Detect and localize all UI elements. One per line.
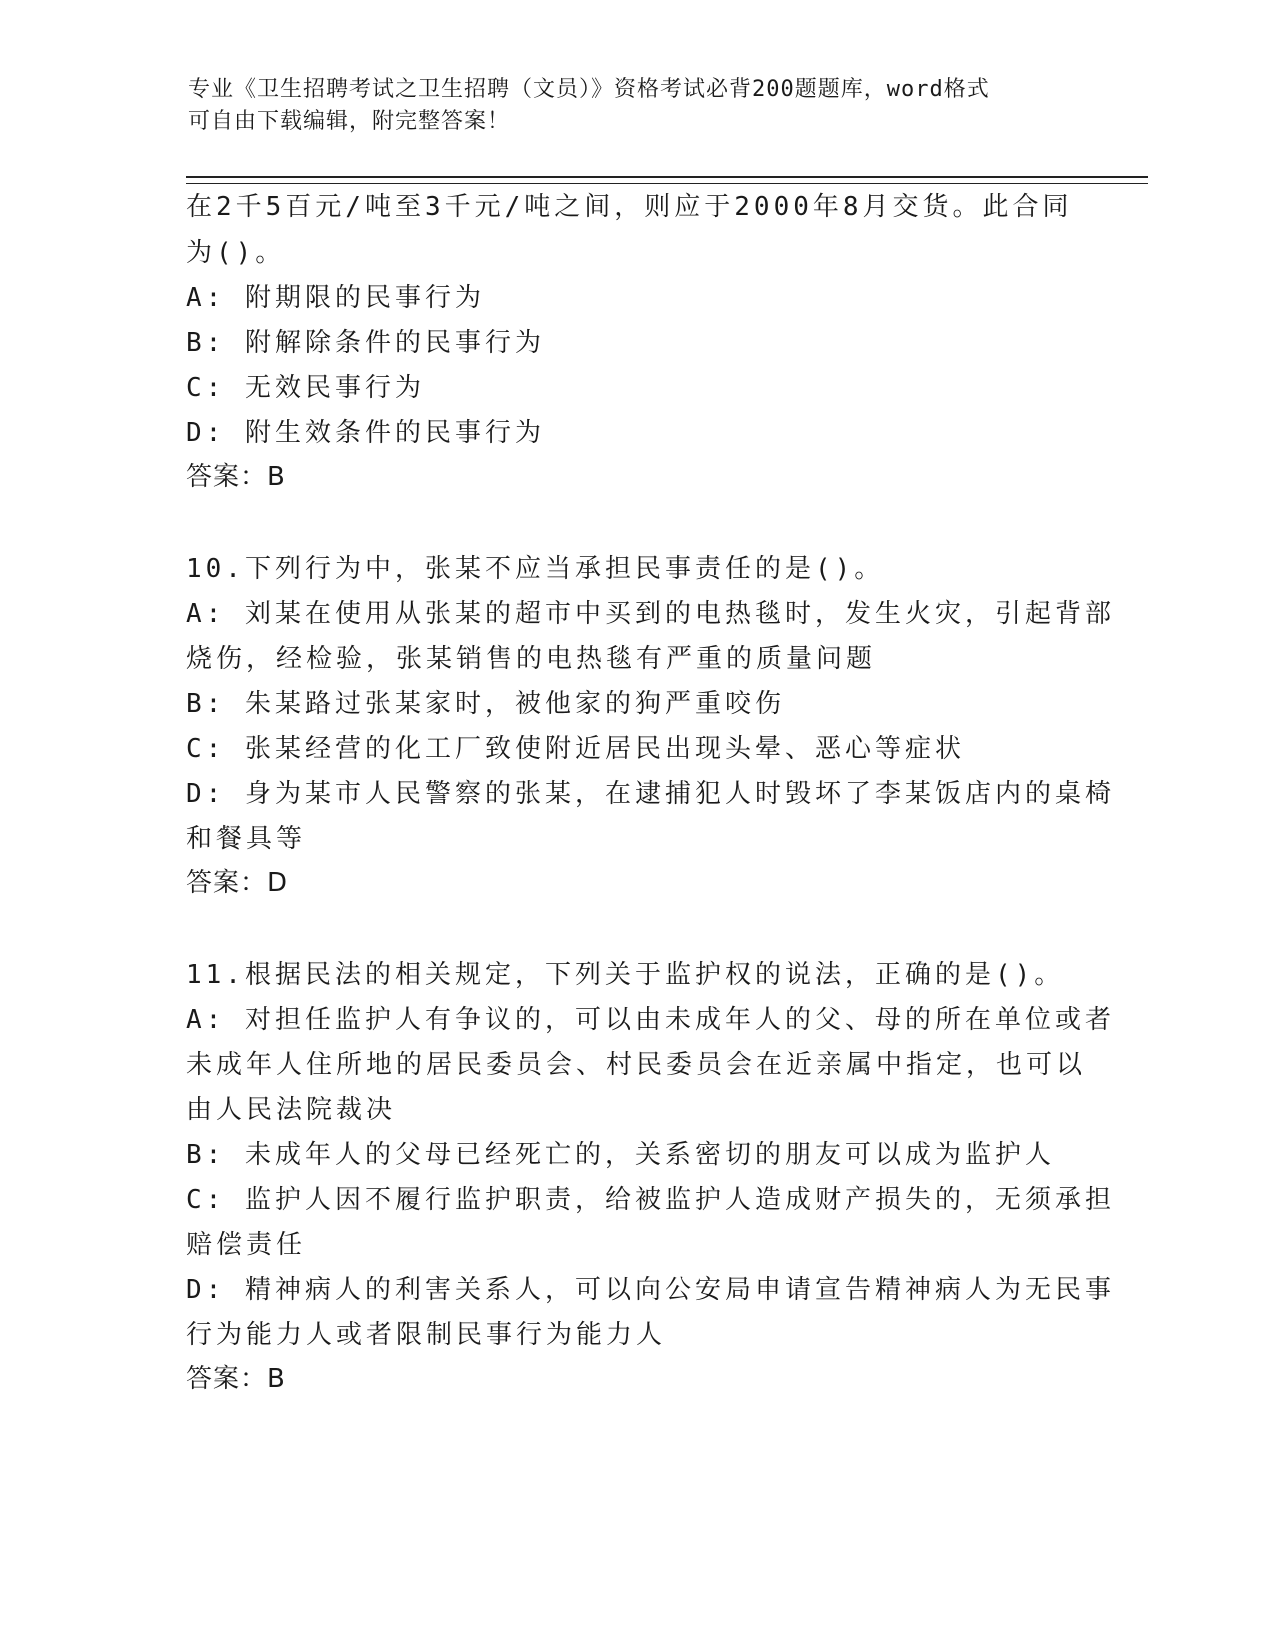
q11-option-b: B: 未成年人的父母已经死亡的，关系密切的朋友可以成为监护人 xyxy=(186,1140,1055,1170)
header-line-2: 可自由下载编辑，附完整答案！ xyxy=(188,109,511,134)
q9-answer: 答案：B xyxy=(186,462,286,492)
q10-answer: 答案：D xyxy=(186,868,289,898)
q10-option-d-line-1: D: 身为某市人民警察的张某，在逮捕犯人时毁坏了李某饭店内的桌椅 xyxy=(186,779,1115,809)
q9-option-d: D: 附生效条件的民事行为 xyxy=(186,418,545,448)
q10-stem: 10.下列行为中，张某不应当承担民事责任的是()。 xyxy=(186,554,885,584)
q11-option-c-line-1: C: 监护人因不履行监护职责，给被监护人造成财产损失的，无须承担 xyxy=(186,1185,1115,1215)
header-line-1: 专业《卫生招聘考试之卫生招聘（文员）》资格考试必背200题题库，word格式 xyxy=(188,77,990,102)
q10-option-d-line-2: 和餐具等 xyxy=(186,824,307,854)
q11-option-a-line-1: A: 对担任监护人有争议的，可以由未成年人的父、母的所在单位或者 xyxy=(186,1005,1115,1035)
q9-stem-line-1: 在2千5百元/吨至3千元/吨之间，则应于2000年8月交货。此合同 xyxy=(186,192,1073,222)
header-rule-thick xyxy=(186,176,1148,178)
q11-option-d-line-2: 行为能力人或者限制民事行为能力人 xyxy=(186,1320,667,1350)
q11-option-a-line-3: 由人民法院裁决 xyxy=(186,1095,397,1125)
q9-option-c: C: 无效民事行为 xyxy=(186,373,425,403)
q9-option-a: A: 附期限的民事行为 xyxy=(186,283,485,313)
q10-option-c: C: 张某经营的化工厂致使附近居民出现头晕、恶心等症状 xyxy=(186,734,965,764)
q10-option-a-line-1: A: 刘某在使用从张某的超市中买到的电热毯时，发生火灾，引起背部 xyxy=(186,599,1115,629)
document-header xyxy=(188,74,1068,138)
q11-option-a-line-2: 未成年人住所地的居民委员会、村民委员会在近亲属中指定，也可以 xyxy=(186,1050,1087,1080)
q9-stem-line-2: 为()。 xyxy=(186,238,286,268)
q10-option-b: B: 朱某路过张某家时，被他家的狗严重咬伤 xyxy=(186,689,785,719)
q11-answer: 答案：B xyxy=(186,1364,286,1394)
q11-option-c-line-2: 赔偿责任 xyxy=(186,1230,307,1260)
header-rule-thin xyxy=(186,183,1148,184)
q11-stem: 11.根据民法的相关规定，下列关于监护权的说法，正确的是()。 xyxy=(186,960,1065,990)
q10-option-a-line-2: 烧伤，经检验，张某销售的电热毯有严重的质量问题 xyxy=(186,644,877,674)
q11-option-d-line-1: D: 精神病人的利害关系人，可以向公安局申请宣告精神病人为无民事 xyxy=(186,1275,1115,1305)
q9-option-b: B: 附解除条件的民事行为 xyxy=(186,328,545,358)
